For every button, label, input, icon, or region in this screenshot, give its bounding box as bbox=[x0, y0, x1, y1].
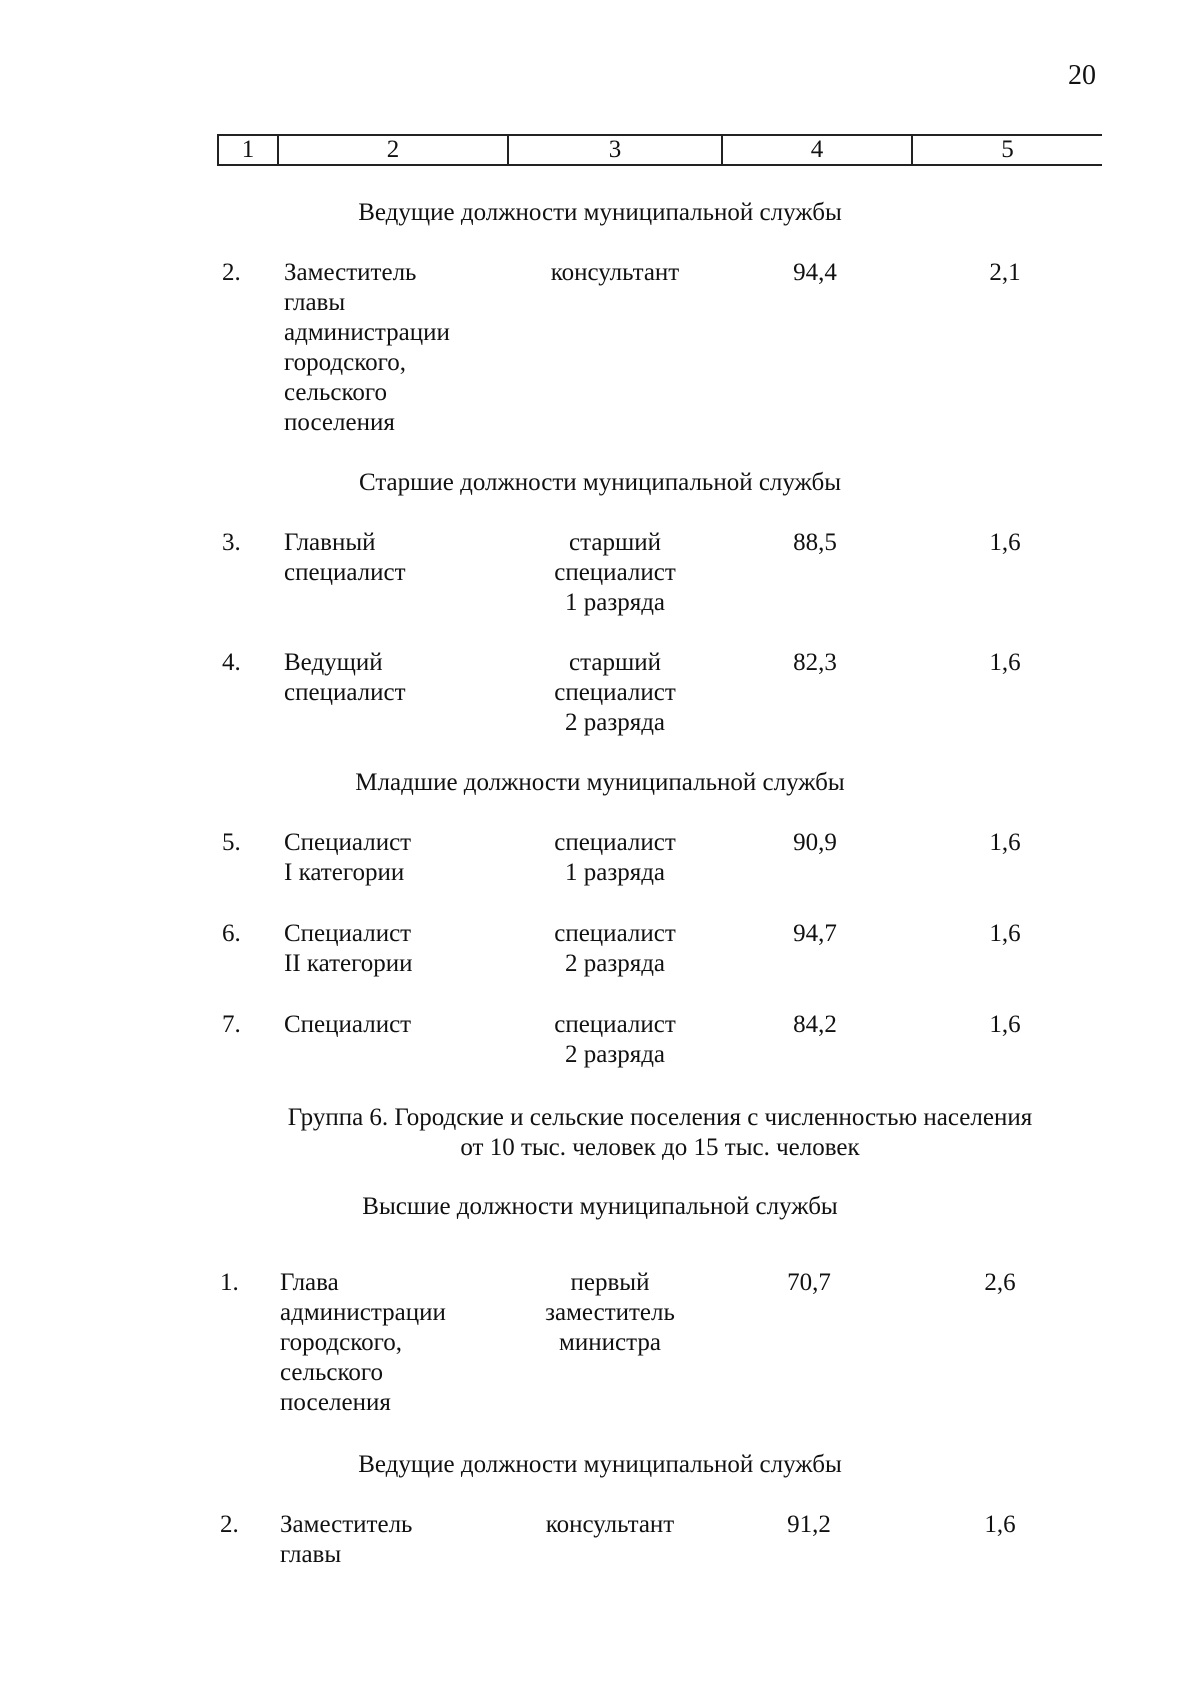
section-heading-leading-2: Ведущие должности муниципальной службы bbox=[358, 1451, 842, 1478]
class-rank: консультант bbox=[545, 1511, 675, 1538]
row-number: 5. bbox=[222, 829, 241, 856]
row-number: 3. bbox=[222, 529, 241, 556]
coefficient: 2,6 bbox=[984, 1269, 1016, 1296]
header-col-3: 3 bbox=[507, 136, 721, 164]
row-number: 2. bbox=[220, 1511, 239, 1538]
row-number: 4. bbox=[222, 649, 241, 676]
salary-value: 84,2 bbox=[793, 1011, 837, 1038]
page-number: 20 bbox=[1068, 60, 1096, 91]
class-rank: консультант bbox=[550, 259, 680, 286]
header-col-1: 1 bbox=[217, 136, 277, 164]
class-rank: старший специалист 1 разряда bbox=[554, 529, 676, 616]
section-heading-leading: Ведущие должности муниципальной службы bbox=[358, 199, 842, 226]
section-heading-junior: Младшие должности муниципальной службы bbox=[355, 769, 845, 796]
position-title: Заместитель главы администрации городского, сельского поселения bbox=[284, 259, 450, 436]
salary-value: 90,9 bbox=[793, 829, 837, 856]
salary-value: 94,7 bbox=[793, 920, 837, 947]
coefficient: 1,6 bbox=[989, 829, 1021, 856]
salary-value: 88,5 bbox=[793, 529, 837, 556]
class-rank: старший специалист 2 разряда bbox=[554, 649, 676, 736]
class-rank: первый заместитель министра bbox=[545, 1269, 675, 1356]
position-title: Главный специалист bbox=[284, 529, 406, 586]
position-title: Ведущий специалист bbox=[284, 649, 406, 706]
section-heading-highest: Высшие должности муниципальной службы bbox=[362, 1193, 838, 1220]
coefficient: 1,6 bbox=[989, 649, 1021, 676]
class-rank: специалист 2 разряда bbox=[554, 1011, 676, 1068]
salary-value: 91,2 bbox=[787, 1511, 831, 1538]
row-number: 2. bbox=[222, 259, 241, 286]
row-number: 6. bbox=[222, 920, 241, 947]
salary-value: 70,7 bbox=[787, 1269, 831, 1296]
position-title: Специалист II категории bbox=[284, 920, 413, 977]
section-heading-senior: Старшие должности муниципальной службы bbox=[358, 469, 842, 496]
coefficient: 1,6 bbox=[989, 529, 1021, 556]
row-number: 7. bbox=[222, 1011, 241, 1038]
coefficient: 1,6 bbox=[989, 920, 1021, 947]
position-title: Заместитель главы bbox=[280, 1511, 413, 1568]
group-heading: Группа 6. Городские и сельские поселения с численностью населения от 10 тыс. человек до 15 тыс. человек bbox=[287, 1104, 1033, 1161]
row-number: 1. bbox=[220, 1269, 239, 1296]
coefficient: 2,1 bbox=[989, 259, 1021, 286]
position-title: Специалист I категории bbox=[284, 829, 412, 886]
class-rank: специалист 1 разряда bbox=[554, 829, 676, 886]
salary-value: 94,4 bbox=[793, 259, 837, 286]
header-col-2: 2 bbox=[277, 136, 507, 164]
class-rank: специалист 2 разряда bbox=[554, 920, 676, 977]
position-title: Специалист bbox=[284, 1011, 412, 1038]
salary-value: 82,3 bbox=[793, 649, 837, 676]
position-title: Глава администрации городского, сельского поселения bbox=[280, 1269, 446, 1416]
coefficient: 1,6 bbox=[984, 1511, 1016, 1538]
coefficient: 1,6 bbox=[989, 1011, 1021, 1038]
table-header bbox=[217, 134, 1102, 166]
header-col-5: 5 bbox=[911, 136, 1102, 164]
header-col-4: 4 bbox=[721, 136, 911, 164]
